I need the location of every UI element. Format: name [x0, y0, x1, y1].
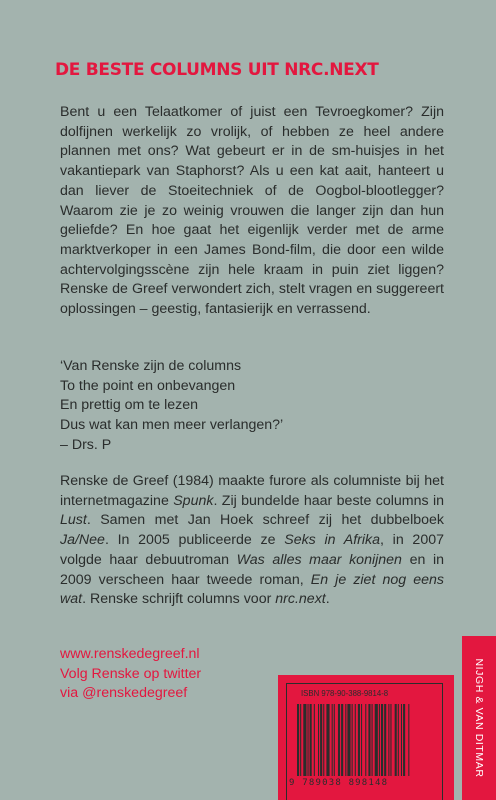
barcode-bar — [314, 704, 315, 776]
barcode-bar — [403, 704, 405, 776]
barcode-bar — [297, 704, 299, 776]
barcode-bar — [318, 704, 319, 776]
barcode-bar — [310, 704, 312, 776]
bio-text: en in 2009 verscheen haar tweede roman, — [60, 551, 444, 588]
ean-digits: 9 789038 898148 — [289, 778, 389, 788]
twitter-handle[interactable]: via @renskedegreef — [60, 685, 188, 702]
barcode-bar — [300, 704, 301, 776]
bio-text: Renske de Greef (1984) maakte furore als columniste bij het internetmagazine — [60, 473, 444, 509]
barcode-bar — [384, 704, 386, 776]
poem-line: To the point en onbevangen — [60, 377, 236, 394]
barcode-bar — [388, 704, 389, 776]
poem-line: Dus wat kan men meer verlangen?’ — [60, 417, 284, 434]
bio-title: Spunk — [173, 492, 214, 509]
author-bio — [60, 472, 444, 610]
barcode-bar — [341, 704, 343, 776]
bio-title: Ja/Nee — [60, 532, 105, 549]
blurb-paragraph: Bent u een Telaatkomer of juist een Tevroegkomer? Zijn dolfijnen werkelijk zo vrolijk, of hebben ze heel andere plannen met ons? Wat gebeurt er in de sm-huisjes in het vakantiepark van Staphorst? Als u een kat aait, hanteert u dan liever de Stoeitechniek of de Oogbol-blootlegger? Waarom zie je zo weinig vrouwen die langer zijn dan hun geliefde? En hoe gaat het eigenlijk verder met de arme marktverkoper in een James Bond-film, die door een wilde achtervolgingsscène zijn hele kraam in puin ziet liggen? Renske de Greef verwondert zich, stelt vragen en suggereert oplossingen – geestig, fantasierijk en verrassend. — [60, 104, 444, 318]
barcode-bar — [401, 704, 402, 776]
barcode-bar — [303, 704, 306, 776]
bio-title: Was alles maar konijnen — [236, 551, 402, 568]
isbn-label: ISBN 978-90-388-9814-8 — [301, 689, 389, 698]
bio-text: . In 2005 publiceerde ze — [104, 532, 285, 549]
barcode-bar — [308, 704, 309, 776]
bio-text: . Zij bundelde haar beste columns in — [213, 492, 444, 509]
publisher-name: NIJGH & VAN DITMAR — [473, 658, 485, 778]
barcode-bar — [352, 704, 353, 776]
barcode-bar — [375, 704, 378, 776]
barcode-bar — [368, 704, 370, 776]
bio-title: nrc.next — [275, 591, 326, 608]
barcode-bar — [398, 704, 399, 776]
bio-text: . Samen met Jan Hoek schreef zij het dubbelboek — [86, 512, 444, 529]
barcode-bar — [408, 704, 409, 776]
barcode-bar — [372, 704, 373, 776]
barcode-bar — [395, 704, 397, 776]
bio-title: Lust — [60, 512, 87, 529]
barcode-bar — [361, 704, 362, 776]
quote-poem — [60, 357, 440, 456]
author-links — [60, 645, 260, 704]
barcode-bar — [332, 704, 333, 776]
publisher-tab — [462, 636, 496, 800]
barcode-bar — [347, 704, 350, 776]
barcode-bar — [381, 704, 383, 776]
barcode-bar — [358, 704, 360, 776]
poem-line: ‘Van Renske zijn de columns — [60, 358, 242, 374]
barcode-panel — [278, 675, 454, 800]
bio-title: Seks in Afrika — [284, 532, 380, 549]
poem-attribution: – Drs. P — [60, 436, 112, 453]
barcode-bar — [338, 704, 340, 776]
bio-text: . — [325, 591, 330, 608]
barcode-bar — [355, 704, 356, 776]
barcode-bar — [326, 704, 329, 776]
headline: DE BESTE COLUMNS UIT NRC.NEXT — [55, 60, 379, 80]
barcode-frame — [286, 683, 443, 800]
bio-title: En je ziet nog eens wat — [60, 571, 444, 608]
barcode-bar — [379, 704, 380, 776]
barcode-bar — [390, 704, 391, 776]
barcode-bar — [334, 704, 335, 776]
barcode-bar — [345, 704, 346, 776]
website-link[interactable]: www.renskedegreef.nl — [60, 646, 200, 662]
bio-text: . Renske schrijft columns voor — [82, 591, 276, 608]
barcode-bar — [365, 704, 366, 776]
poem-line: En prettig om te lezen — [60, 397, 199, 414]
barcode-bar — [323, 704, 324, 776]
barcode-bar — [320, 704, 322, 776]
twitter-line: Volg Renske op twitter — [60, 665, 202, 682]
bio-text: , in 2007 volgde haar debuutroman — [60, 532, 444, 568]
barcode-bars — [293, 704, 435, 776]
